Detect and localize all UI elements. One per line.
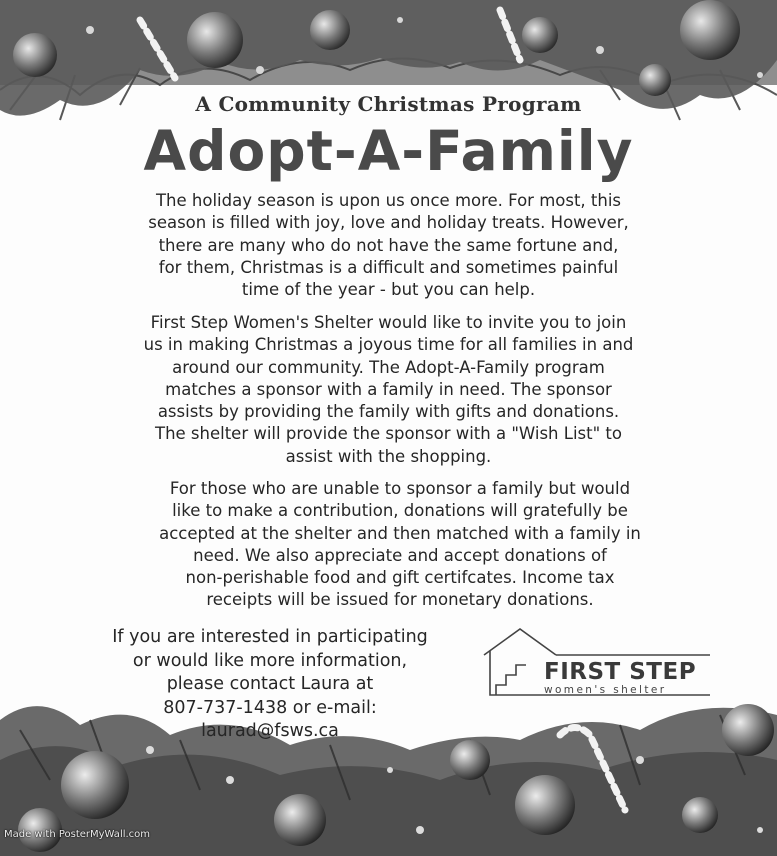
poster-title: Adopt-A-Family bbox=[143, 119, 634, 183]
watermark: Made with PosterMyWall.com bbox=[4, 829, 151, 840]
paragraph-line: accepted at the shelter and then matched with a family in bbox=[159, 523, 641, 543]
paragraph-line: receipts will be issued for monetary donations. bbox=[206, 590, 594, 610]
paragraph-line: First Step Women's Shelter would like to invite you to join bbox=[150, 313, 627, 332]
paragraph-line: time of the year - but you can help. bbox=[241, 280, 536, 300]
logo-tagline: women's shelter bbox=[544, 684, 667, 696]
paragraph-line: matches a sponsor with a family in need. The sponsor bbox=[165, 379, 612, 399]
paragraph-line: there are many who do not have the same fortune and, bbox=[158, 235, 619, 255]
contact-line: If you are interested in participating bbox=[112, 627, 428, 647]
paragraph-line: For those who are unable to sponsor a family but would bbox=[169, 479, 631, 498]
paragraph-line: like to make a contribution, donations will gratefully be bbox=[172, 501, 628, 521]
paragraph-line: non-perishable food and gift certifcates. Income tax bbox=[185, 568, 615, 588]
logo-name: FIRST STEP bbox=[544, 659, 697, 685]
first-step-logo bbox=[482, 627, 714, 699]
program-description-paragraph bbox=[55, 312, 722, 468]
contact-info bbox=[55, 626, 485, 744]
contact-line: or would like more information, bbox=[132, 650, 408, 671]
contact-phone: 807-737-1438 or e-mail: bbox=[163, 697, 377, 718]
donations-paragraph bbox=[80, 478, 720, 612]
paragraph-line: around our community. The Adopt-A-Family program bbox=[172, 357, 605, 377]
intro-paragraph bbox=[55, 190, 722, 301]
paragraph-line: The shelter will provide the sponsor with a "Wish List" to bbox=[154, 424, 622, 444]
paragraph-line: us in making Christmas a joyous time for all families in and bbox=[143, 335, 634, 355]
paragraph-line: The holiday season is upon us once more. For most, this bbox=[155, 191, 622, 210]
paragraph-line: for them, Christmas is a difficult and sometimes painful bbox=[158, 257, 619, 277]
contact-email: laurad@fsws.ca bbox=[201, 721, 339, 741]
program-subtitle: A Community Christmas Program bbox=[195, 92, 582, 116]
paragraph-line: assist with the shopping. bbox=[285, 446, 492, 466]
paragraph-line: need. We also appreciate and accept donations of bbox=[193, 545, 607, 565]
paragraph-line: assists by providing the family with gifts and donations. bbox=[157, 402, 620, 422]
paragraph-line: season is filled with joy, love and holiday treats. However, bbox=[148, 213, 629, 233]
contact-line: please contact Laura at bbox=[166, 674, 374, 694]
